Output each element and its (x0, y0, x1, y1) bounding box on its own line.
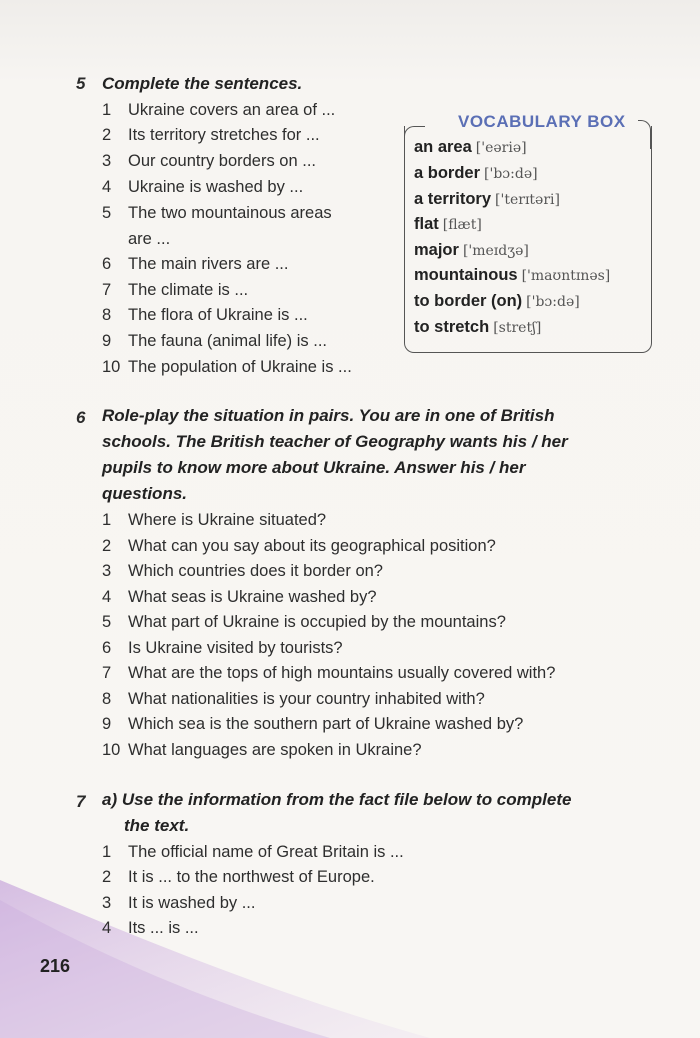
list-item (102, 663, 555, 683)
vocab-word: major (414, 241, 459, 259)
item-number: 3 (102, 894, 112, 912)
list-item (102, 280, 248, 300)
list-item (102, 867, 375, 887)
item-text: Ukraine is washed by ... (128, 178, 304, 196)
list-item (102, 357, 352, 377)
vocab-transcription: ['terɪtəri] (495, 192, 560, 208)
vocab-word: to stretch (414, 318, 490, 336)
item-text: are ... (128, 230, 171, 248)
item-text: The main rivers are ... (128, 255, 289, 273)
item-text: What part of Ukraine is occupied by the mountains? (128, 613, 506, 631)
vocab-entry (414, 137, 527, 158)
vocab-transcription: ['maʊntɪnəs] (521, 268, 611, 284)
item-number: 1 (102, 101, 112, 119)
exercise-7-title-line: a) Use the information from the fact file below to complete (102, 790, 572, 809)
item-text: Its ... is ... (128, 919, 199, 937)
list-item (102, 918, 199, 938)
item-number: 8 (102, 306, 112, 324)
item-number: 9 (102, 332, 112, 350)
vocab-word: to border (on) (414, 292, 523, 310)
item-text: The population of Ukraine is ... (128, 358, 352, 376)
item-text: What are the tops of high mountains usually covered with? (128, 664, 556, 682)
exercise-7-number: 7 (76, 792, 86, 811)
item-text: What seas is Ukraine washed by? (128, 588, 377, 606)
vocab-entry (414, 317, 541, 338)
vocab-entry (414, 214, 482, 235)
item-number: 1 (102, 843, 112, 861)
item-number: 2 (102, 868, 112, 886)
item-number: 2 (102, 126, 112, 144)
item-number: 3 (102, 562, 112, 580)
item-text: The climate is ... (128, 281, 249, 299)
list-item (102, 254, 288, 274)
list-item (102, 714, 523, 734)
vocab-word: a border (414, 164, 481, 182)
exercise-6-title-line: schools. The British teacher of Geography wants his / her (102, 432, 568, 451)
list-item (102, 638, 343, 658)
list-item (102, 331, 327, 351)
vocab-transcription: ['bɔ:də] (484, 166, 538, 182)
list-item (102, 689, 485, 709)
item-number: 4 (102, 178, 112, 196)
vocab-word: an area (414, 138, 472, 156)
list-item (102, 510, 326, 530)
item-number: 6 (102, 255, 112, 273)
vocab-entry (414, 163, 538, 184)
item-number: 1 (102, 511, 112, 529)
item-text: The two mountainous areas (128, 204, 332, 222)
item-text: Our country borders on ... (128, 152, 317, 170)
list-item (102, 842, 404, 862)
vocab-transcription: ['meɪdʒə] (462, 243, 529, 259)
list-item (102, 125, 320, 145)
vocab-word: mountainous (414, 266, 518, 284)
item-text: Is Ukraine visited by tourists? (128, 639, 343, 657)
list-item (102, 229, 170, 249)
list-item (102, 740, 422, 760)
list-item (102, 177, 303, 197)
vocab-entry (414, 189, 560, 210)
item-text: Its territory stretches for ... (128, 126, 320, 144)
item-text: What languages are spoken in Ukraine? (128, 741, 422, 759)
item-text: Which countries does it border on? (128, 562, 383, 580)
vocab-entry (414, 291, 580, 312)
vocab-entry (414, 265, 610, 286)
item-number: 7 (102, 281, 112, 299)
vocabulary-box-corner (638, 120, 651, 149)
list-item (102, 561, 383, 581)
list-item (102, 100, 335, 120)
item-number: 5 (102, 204, 112, 222)
item-text: Where is Ukraine situated? (128, 511, 327, 529)
item-text: Ukraine covers an area of ... (128, 101, 336, 119)
vocab-transcription: [flæt] (442, 217, 482, 233)
list-item (102, 587, 377, 607)
list-item (102, 536, 496, 556)
item-text: What nationalities is your country inhabited with? (128, 690, 485, 708)
item-number: 10 (102, 741, 121, 759)
item-number: 6 (102, 639, 112, 657)
vocab-transcription: [stretʃ] (493, 320, 542, 336)
vocab-entry (414, 240, 529, 261)
vocab-word: a territory (414, 190, 492, 208)
vocab-transcription: ['eəriə] (475, 140, 527, 156)
vocab-transcription: ['bɔ:də] (526, 294, 580, 310)
exercise-6-title-line: pupils to know more about Ukraine. Answer his / her (102, 458, 526, 477)
exercise-7-title-line: the text. (124, 816, 190, 835)
item-text: It is ... to the northwest of Europe. (128, 868, 375, 886)
item-text: The fauna (animal life) is ... (128, 332, 327, 350)
vocab-word: flat (414, 215, 439, 233)
page-number: 216 (40, 956, 71, 976)
exercise-6-title-line: questions. (102, 484, 188, 503)
exercise-6-number: 6 (76, 408, 86, 427)
item-number: 7 (102, 664, 112, 682)
exercise-5-title: Complete the sentences. (102, 74, 303, 93)
list-item (102, 305, 308, 325)
item-text: The official name of Great Britain is ... (128, 843, 404, 861)
item-text: It is washed by ... (128, 894, 256, 912)
list-item (102, 203, 332, 223)
exercise-6-title-line: Role-play the situation in pairs. You are in one of British (102, 406, 555, 425)
item-number: 8 (102, 690, 112, 708)
item-number: 9 (102, 715, 112, 733)
list-item (102, 151, 316, 171)
item-text: The flora of Ukraine is ... (128, 306, 308, 324)
item-number: 4 (102, 919, 112, 937)
item-number: 5 (102, 613, 112, 631)
list-item (102, 893, 255, 913)
item-number: 4 (102, 588, 112, 606)
list-item (102, 612, 506, 632)
exercise-5-number: 5 (76, 74, 86, 93)
item-number: 2 (102, 537, 112, 555)
vocabulary-box-title: VOCABULARY BOX (455, 112, 629, 132)
item-number: 3 (102, 152, 112, 170)
item-number: 10 (102, 358, 121, 376)
item-text: What can you say about its geographical position? (128, 537, 496, 555)
item-text: Which sea is the southern part of Ukraine washed by? (128, 715, 524, 733)
